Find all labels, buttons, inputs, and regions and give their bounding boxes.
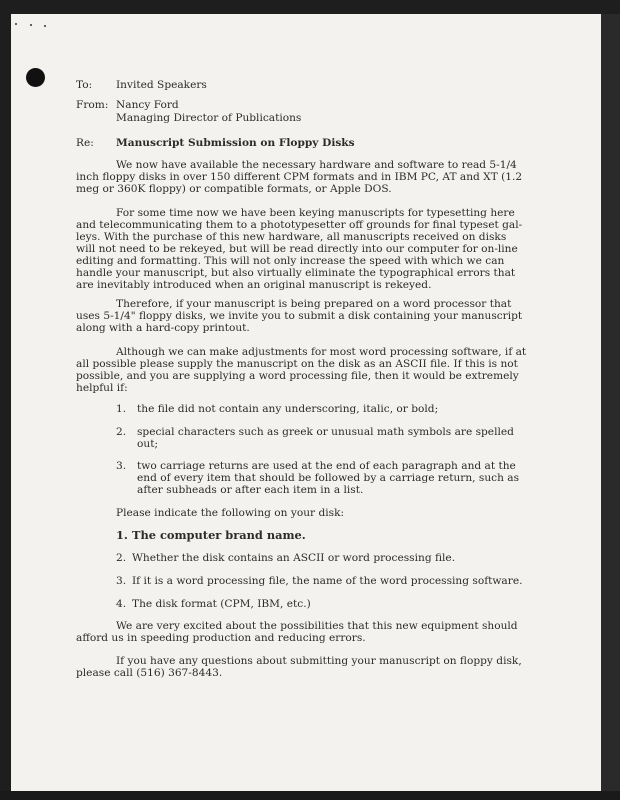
list-number: 3. — [116, 575, 127, 587]
speck — [44, 25, 46, 27]
paragraph-line: please call (516) 367-8443. — [76, 667, 223, 679]
list-item-line: special characters such as greek or unusual math symbols are spelled — [137, 426, 514, 438]
punch-hole — [26, 68, 45, 87]
paragraph-line: meg or 360K floppy) or compatible formats, or Apple DOS. — [76, 183, 392, 195]
re-label: Re: — [76, 137, 94, 149]
to-value: Invited Speakers — [116, 79, 207, 91]
list-number: 1. — [116, 403, 127, 415]
paragraph-line: possible, and you are supplying a word processing file, then it would be extremely — [76, 370, 519, 382]
paragraph-line: leys. With the purchase of this new hardware, all manuscripts received on disks — [76, 231, 507, 243]
paragraph-line: Although we can make adjustments for most word processing software, if at — [116, 346, 527, 358]
paragraph-line: uses 5-1/4" floppy disks, we invite you to submit a disk containing your manuscript — [76, 310, 523, 322]
list-number: 2. — [116, 426, 127, 438]
list-item-line: out; — [137, 438, 159, 450]
paragraph-line: along with a hard-copy printout. — [76, 322, 250, 334]
list-item-line: two carriage returns are used at the end of each paragraph and at the — [137, 460, 516, 472]
paragraph-line: handle your manuscript, but also virtually eliminate the typographical errors that — [76, 267, 516, 279]
to-label: To: — [76, 79, 93, 91]
list-item-line: The disk format (CPM, IBM, etc.) — [132, 598, 311, 610]
list-item-line: The computer brand name. — [132, 528, 306, 542]
speck — [15, 23, 17, 25]
list-number: 3. — [116, 460, 127, 472]
paragraph-line: If you have any questions about submitting your manuscript on floppy disk, — [116, 655, 522, 667]
list-number: 4. — [116, 598, 127, 610]
list-item-line: the file did not contain any underscoring, italic, or bold; — [137, 403, 439, 415]
re-subject: Manuscript Submission on Floppy Disks — [116, 137, 355, 149]
from-title: Managing Director of Publications — [116, 112, 302, 124]
paragraph-line: We now have available the necessary hardware and software to read 5-1/4 — [116, 159, 517, 171]
from-label: From: — [76, 99, 109, 111]
paragraph-line: editing and formatting. This will not only increase the speed with which we can — [76, 255, 505, 267]
paragraph-line: Therefore, if your manuscript is being prepared on a word processor that — [116, 298, 512, 310]
list-item-line: end of every item that should be followed by a carriage return, such as — [137, 472, 520, 484]
list-item-line: Whether the disk contains an ASCII or word processing file. — [132, 552, 456, 564]
paragraph-line: afford us in speeding production and reducing errors. — [76, 632, 366, 644]
speck — [30, 24, 32, 26]
from-name: Nancy Ford — [116, 99, 179, 111]
page-bottom-shadow — [0, 791, 620, 800]
indicate-intro: Please indicate the following on your disk: — [116, 507, 345, 519]
paragraph-line: all possible please supply the manuscript on the disk as an ASCII file. If this is not — [76, 358, 518, 370]
paragraph-line: will not need to be rekeyed, but will be read directly into our computer for on-line — [76, 243, 518, 255]
page-edge-shadow — [601, 14, 620, 800]
list-item-line: If it is a word processing file, the name of the word processing software. — [132, 575, 523, 587]
paragraph-line: helpful if: — [76, 382, 128, 394]
paragraph-line: are inevitably introduced when an original manuscript is rekeyed. — [76, 279, 432, 291]
list-number: 2. — [116, 552, 127, 564]
paragraph-line: and telecommunicating them to a phototypesetter off grounds for final typeset gal- — [76, 219, 523, 231]
paragraph-line: inch floppy disks in over 150 different CPM formats and in IBM PC, AT and XT (1.2 — [76, 171, 523, 183]
paragraph-line: We are very excited about the possibilities that this new equipment should — [116, 620, 518, 632]
paragraph-line: For some time now we have been keying manuscripts for typesetting here — [116, 207, 515, 219]
list-item-line: after subheads or after each item in a list. — [137, 484, 364, 496]
list-number: 1. — [116, 528, 128, 542]
